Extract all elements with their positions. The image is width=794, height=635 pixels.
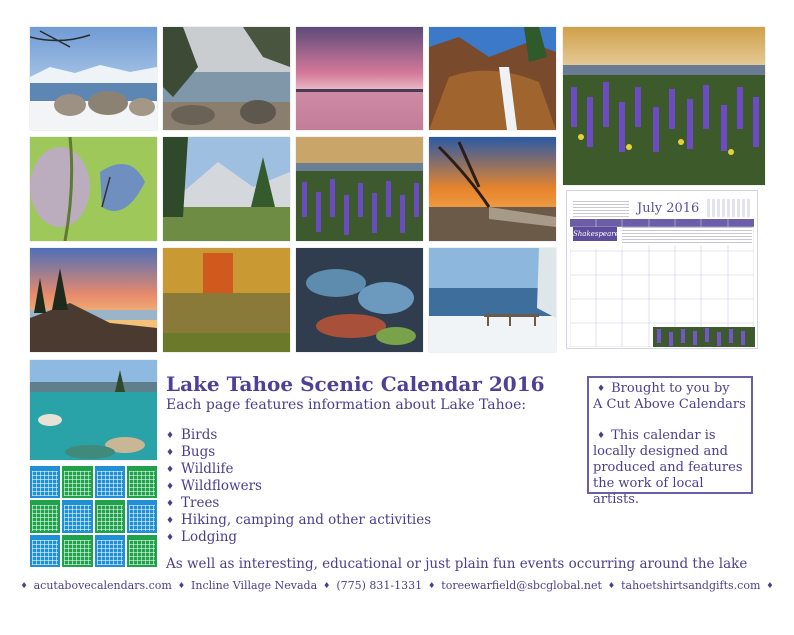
list-item	[166, 444, 431, 461]
year-calendar-month-tile	[62, 466, 92, 498]
year-calendar-month-tile	[95, 466, 125, 498]
photo-underwater-fish	[296, 248, 423, 352]
diamond-bullet-icon: ♦	[166, 448, 175, 458]
info-line-intro	[593, 381, 747, 397]
calendar-page-lupine-photo	[653, 327, 755, 347]
list-item	[166, 529, 431, 546]
calendar-blurb-text	[622, 227, 752, 245]
footer-contact-bar	[0, 579, 794, 592]
year-calendar-thumbnail	[30, 466, 157, 567]
calendar-page-preview	[566, 190, 758, 349]
photo-snowy-pier	[429, 248, 556, 352]
topic-label: Trees	[181, 495, 220, 511]
list-item	[166, 512, 431, 529]
diamond-bullet-icon: ♦	[166, 533, 175, 543]
photo-autumn-reflection	[163, 248, 290, 352]
photo-waterfall-rocks	[429, 27, 556, 130]
photo-orange-sunset-driftwood	[429, 137, 556, 241]
list-item	[166, 461, 431, 478]
photo-emerald-water-boulders	[30, 360, 157, 460]
topic-label: Birds	[181, 427, 218, 443]
diamond-bullet-icon: ♦	[166, 431, 175, 441]
list-item	[166, 495, 431, 512]
footer-email-link[interactable]: toreewarfield@sbcglobal.net	[441, 579, 602, 592]
photo-pine-shoreline	[163, 27, 290, 130]
year-calendar-month-tile	[127, 466, 157, 498]
calendar-brand-logo: Shakespeare	[573, 227, 617, 241]
diamond-bullet-icon: ♦	[166, 465, 175, 475]
list-item	[166, 427, 431, 444]
page-title: Lake Tahoe Scenic Calendar 2016	[166, 372, 545, 396]
footer-shop-link[interactable]: tahoetshirtsandgifts.com	[621, 579, 761, 592]
footer-location: Incline Village Nevada	[191, 579, 318, 592]
footer-phone: (775) 831-1331	[336, 579, 423, 592]
calendar-month-title: July 2016	[637, 201, 700, 216]
year-calendar-month-tile	[30, 500, 60, 532]
photo-blue-butterfly	[30, 137, 157, 241]
year-calendar-month-tile	[127, 535, 157, 567]
photo-snowy-shore-rocks	[30, 27, 157, 130]
year-calendar-month-tile	[95, 535, 125, 567]
info-local-text: This calendar is locally designed and produced and features the work of local artists.	[593, 428, 743, 507]
diamond-bullet-icon: ♦	[20, 581, 28, 590]
year-calendar-month-tile	[62, 500, 92, 532]
info-line-local	[593, 428, 747, 508]
topic-label: Lodging	[181, 529, 238, 545]
topics-list	[166, 427, 431, 546]
photo-mountain-forest	[163, 137, 290, 241]
diamond-bullet-icon: ♦	[177, 581, 186, 590]
photo-lupine-lakeside	[296, 137, 423, 241]
closing-text: As well as interesting, educational or just plain fun events occurring around the lake	[166, 556, 748, 572]
topic-label: Bugs	[181, 444, 216, 460]
page-subtitle: Each page features information about Lake Tahoe:	[166, 397, 527, 413]
diamond-bullet-icon: ♦	[766, 581, 774, 590]
info-box	[587, 376, 753, 507]
topic-label: Wildflowers	[181, 478, 262, 494]
diamond-bullet-icon: ♦	[166, 499, 175, 509]
photo-lupine-field-large	[563, 27, 765, 185]
photo-pink-sunset-lake	[296, 27, 423, 130]
diamond-bullet-icon: ♦	[323, 581, 331, 590]
list-item	[166, 478, 431, 495]
year-calendar-month-tile	[127, 500, 157, 532]
diamond-bullet-icon: ♦	[597, 431, 606, 441]
topic-label: Wildlife	[181, 461, 234, 477]
year-calendar-month-tile	[95, 500, 125, 532]
diamond-bullet-icon: ♦	[428, 581, 436, 590]
year-calendar-month-tile	[62, 535, 92, 567]
diamond-bullet-icon: ♦	[166, 516, 175, 526]
diamond-bullet-icon: ♦	[166, 482, 175, 492]
footer-website-link[interactable]: acutabovecalendars.com	[33, 579, 172, 592]
topic-label: Hiking, camping and other activities	[181, 512, 432, 528]
photo-sunset-pines-shore	[30, 248, 157, 352]
year-calendar-month-tile	[30, 535, 60, 567]
diamond-bullet-icon: ♦	[607, 581, 616, 590]
info-company-name: A Cut Above Calendars	[593, 397, 746, 412]
info-brought-by: Brought to you by	[611, 381, 730, 396]
year-calendar-month-tile	[30, 466, 60, 498]
calendar-mini-month	[707, 199, 751, 217]
diamond-bullet-icon: ♦	[597, 384, 606, 394]
